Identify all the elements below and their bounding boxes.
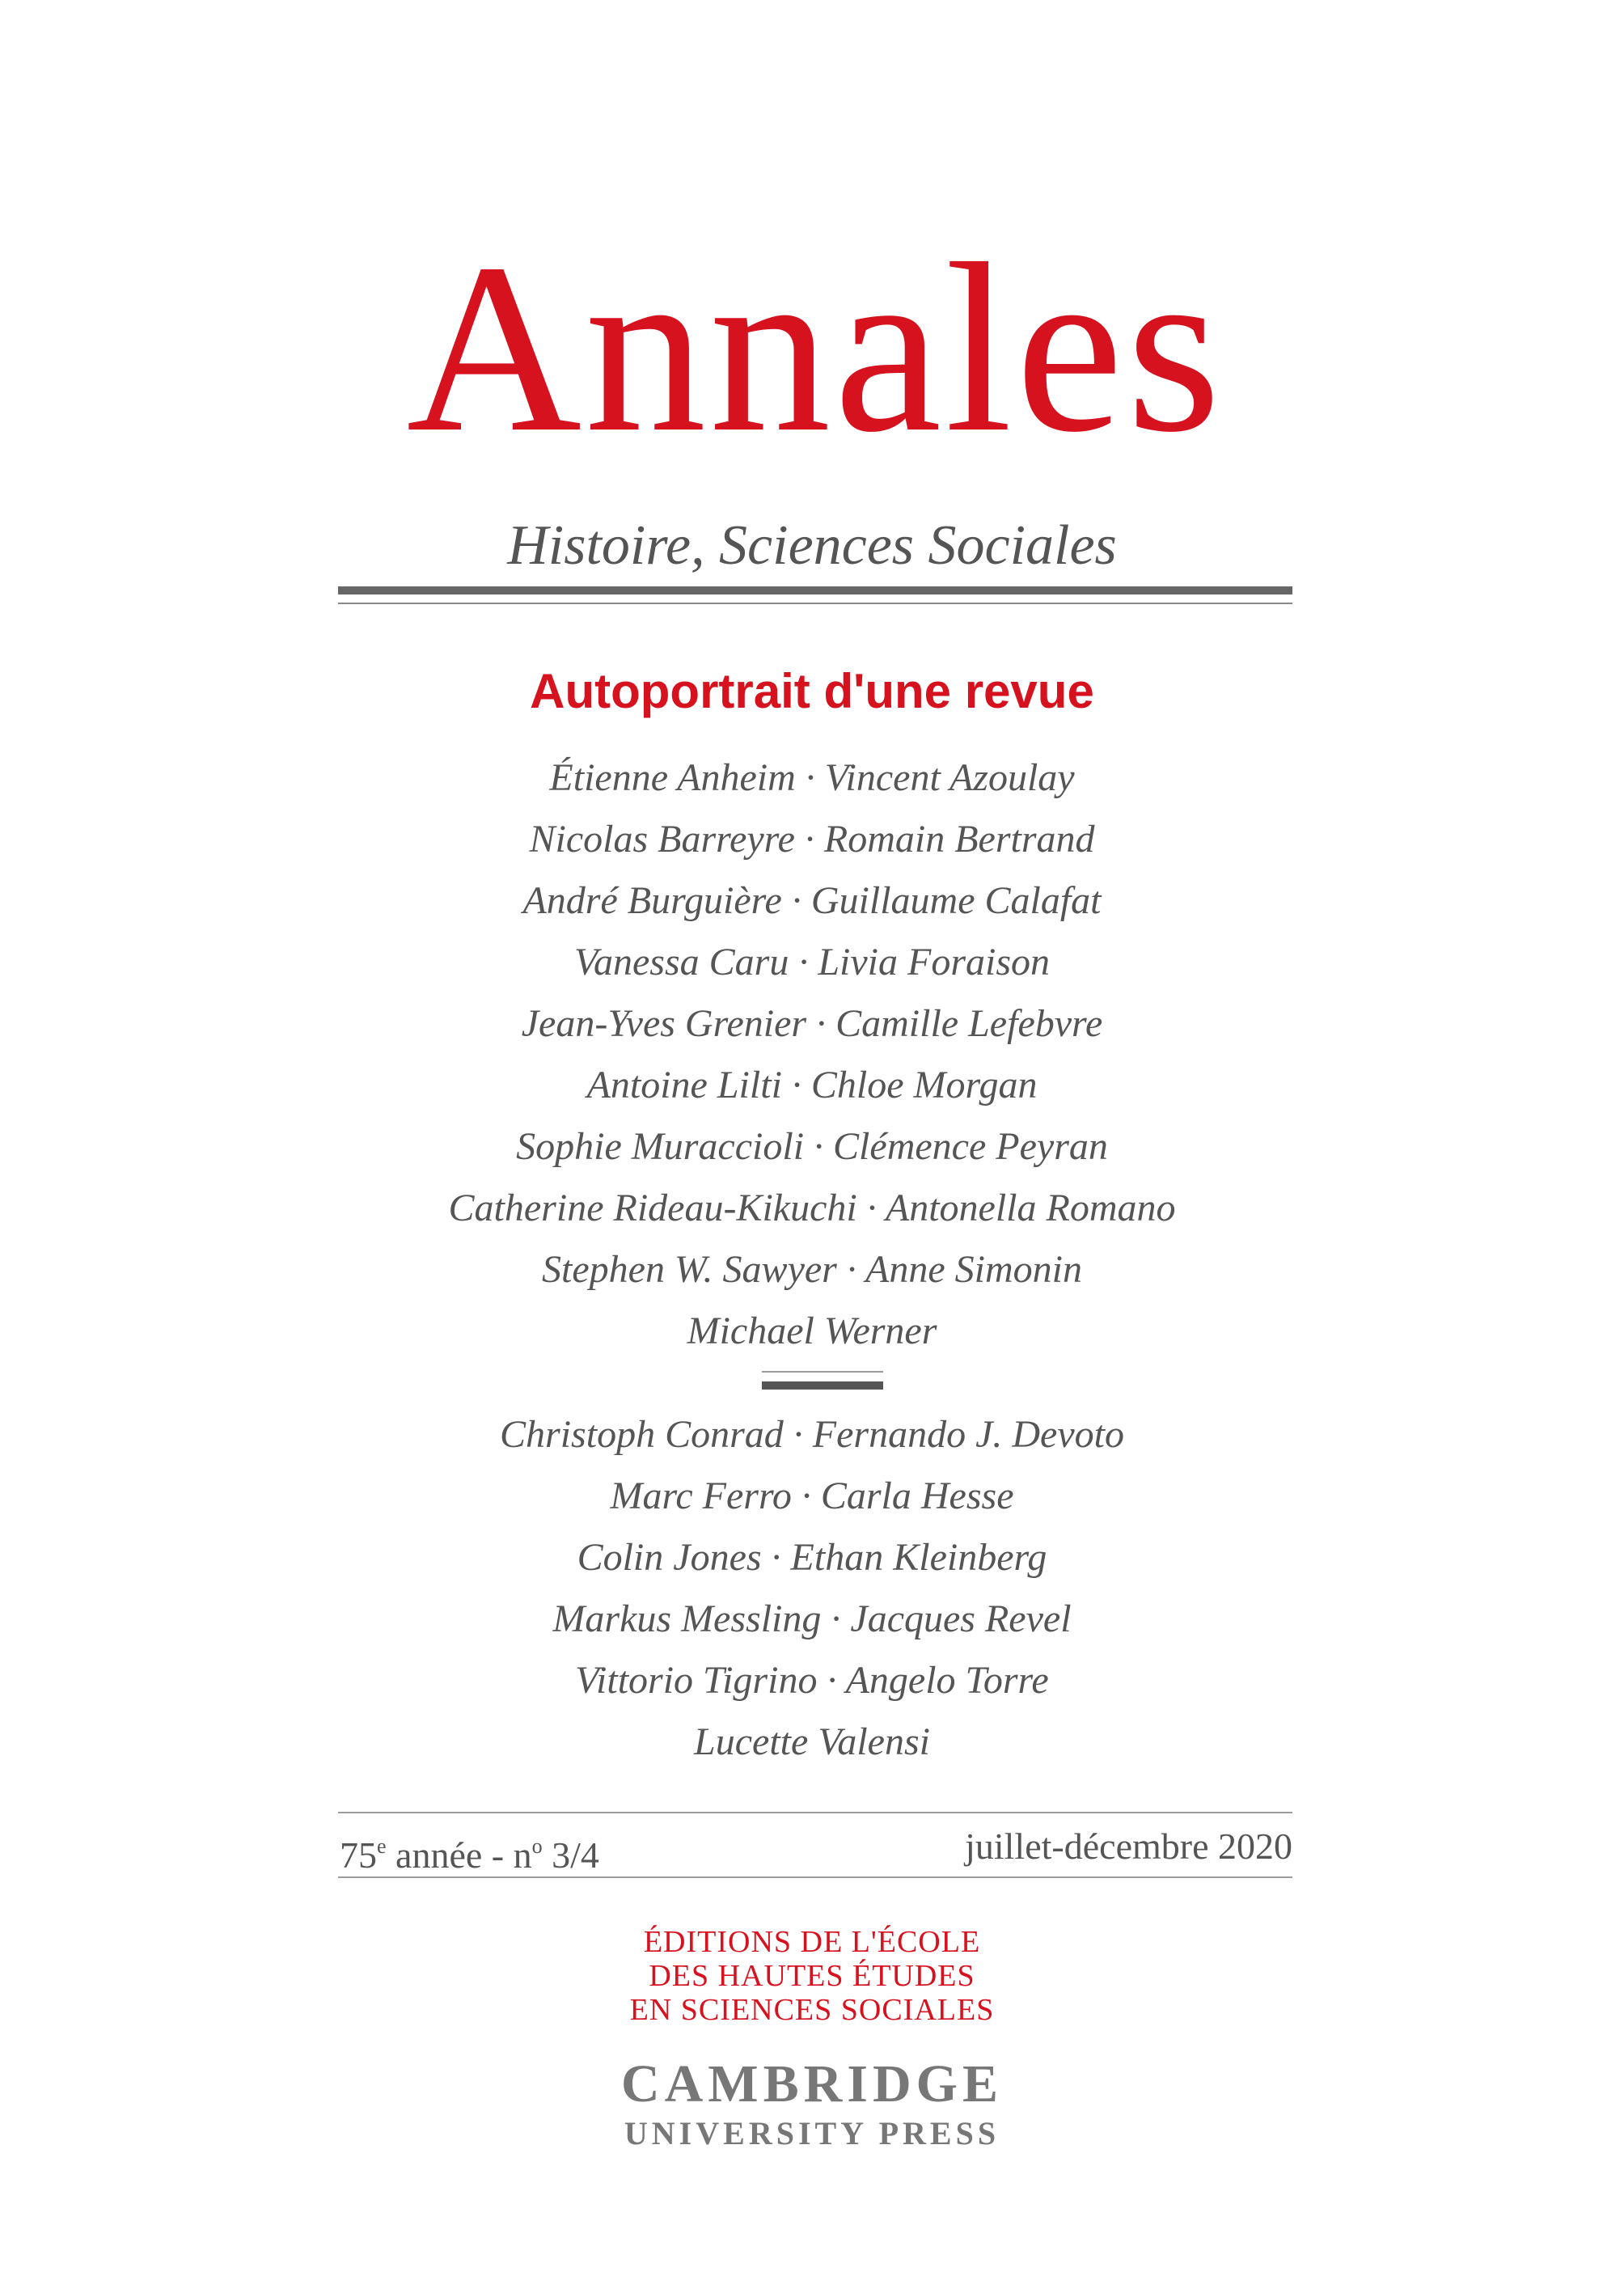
section-divider [762, 1381, 883, 1390]
header-rule-thin [338, 603, 1292, 604]
publisher-ehess [0, 1925, 1624, 2027]
author-line: Lucette Valensi [694, 1720, 930, 1763]
issue-number-value: 3/4 [542, 1834, 599, 1876]
author-line: Nicolas Barreyre · Romain Bertrand [529, 818, 1095, 861]
author-line: Colin Jones · Ethan Kleinberg [577, 1536, 1047, 1579]
author-line: Stephen W. Sawyer · Anne Simonin [542, 1248, 1082, 1291]
author-list-primary [0, 747, 1624, 1362]
issue-number [340, 1820, 599, 1882]
volume-number: 75 [340, 1834, 377, 1876]
issue-date: juillet-décembre 2020 [965, 1826, 1292, 1867]
author-line: Sophie Muraccioli · Clémence Peyran [516, 1125, 1108, 1168]
journal-subtitle: Histoire, Sciences Sociales [507, 514, 1117, 577]
author-line: Christoph Conrad · Fernando J. Devoto [500, 1413, 1124, 1456]
author-line: Antoine Lilti · Chloe Morgan [586, 1064, 1038, 1106]
author-line: Vittorio Tigrino · Angelo Torre [575, 1659, 1049, 1702]
publisher-cambridge: CAMBRIDGE [620, 2054, 1003, 2113]
author-line: Markus Messling · Jacques Revel [552, 1597, 1072, 1640]
publisher-ehess-line: DES HAUTES ÉTUDES [649, 1959, 975, 1993]
publisher-ehess-line: EN SCIENCES SOCIALES [629, 1993, 995, 2027]
volume-text: année - n [386, 1834, 532, 1876]
info-rule-top [338, 1812, 1292, 1813]
author-line: Étienne Anheim · Vincent Azoulay [549, 756, 1075, 799]
author-line: Jean-Yves Grenier · Camille Lefebvre [521, 1002, 1103, 1045]
author-line: Vanessa Caru · Livia Foraison [573, 941, 1051, 984]
author-line: Catherine Rideau-Kikuchi · Antonella Romano [448, 1187, 1176, 1229]
author-list-secondary [0, 1404, 1624, 1773]
info-rule-bottom [338, 1876, 1292, 1878]
header-rule-thick [338, 586, 1292, 594]
issue-theme-title: Autoportrait d'une revue [530, 664, 1094, 718]
volume-ordinal: e [377, 1834, 387, 1858]
author-line: Marc Ferro · Carla Hesse [610, 1474, 1014, 1517]
publisher-cambridge-sub: UNIVERSITY PRESS [624, 2115, 1000, 2151]
number-ordinal: o [531, 1834, 543, 1858]
journal-title: Annales [406, 214, 1224, 482]
section-divider-thin [762, 1371, 883, 1373]
author-line: André Burguière · Guillaume Calafat [522, 879, 1102, 922]
author-line: Michael Werner [687, 1309, 937, 1352]
publisher-ehess-line: ÉDITIONS DE L'ÉCOLE [643, 1925, 981, 1959]
